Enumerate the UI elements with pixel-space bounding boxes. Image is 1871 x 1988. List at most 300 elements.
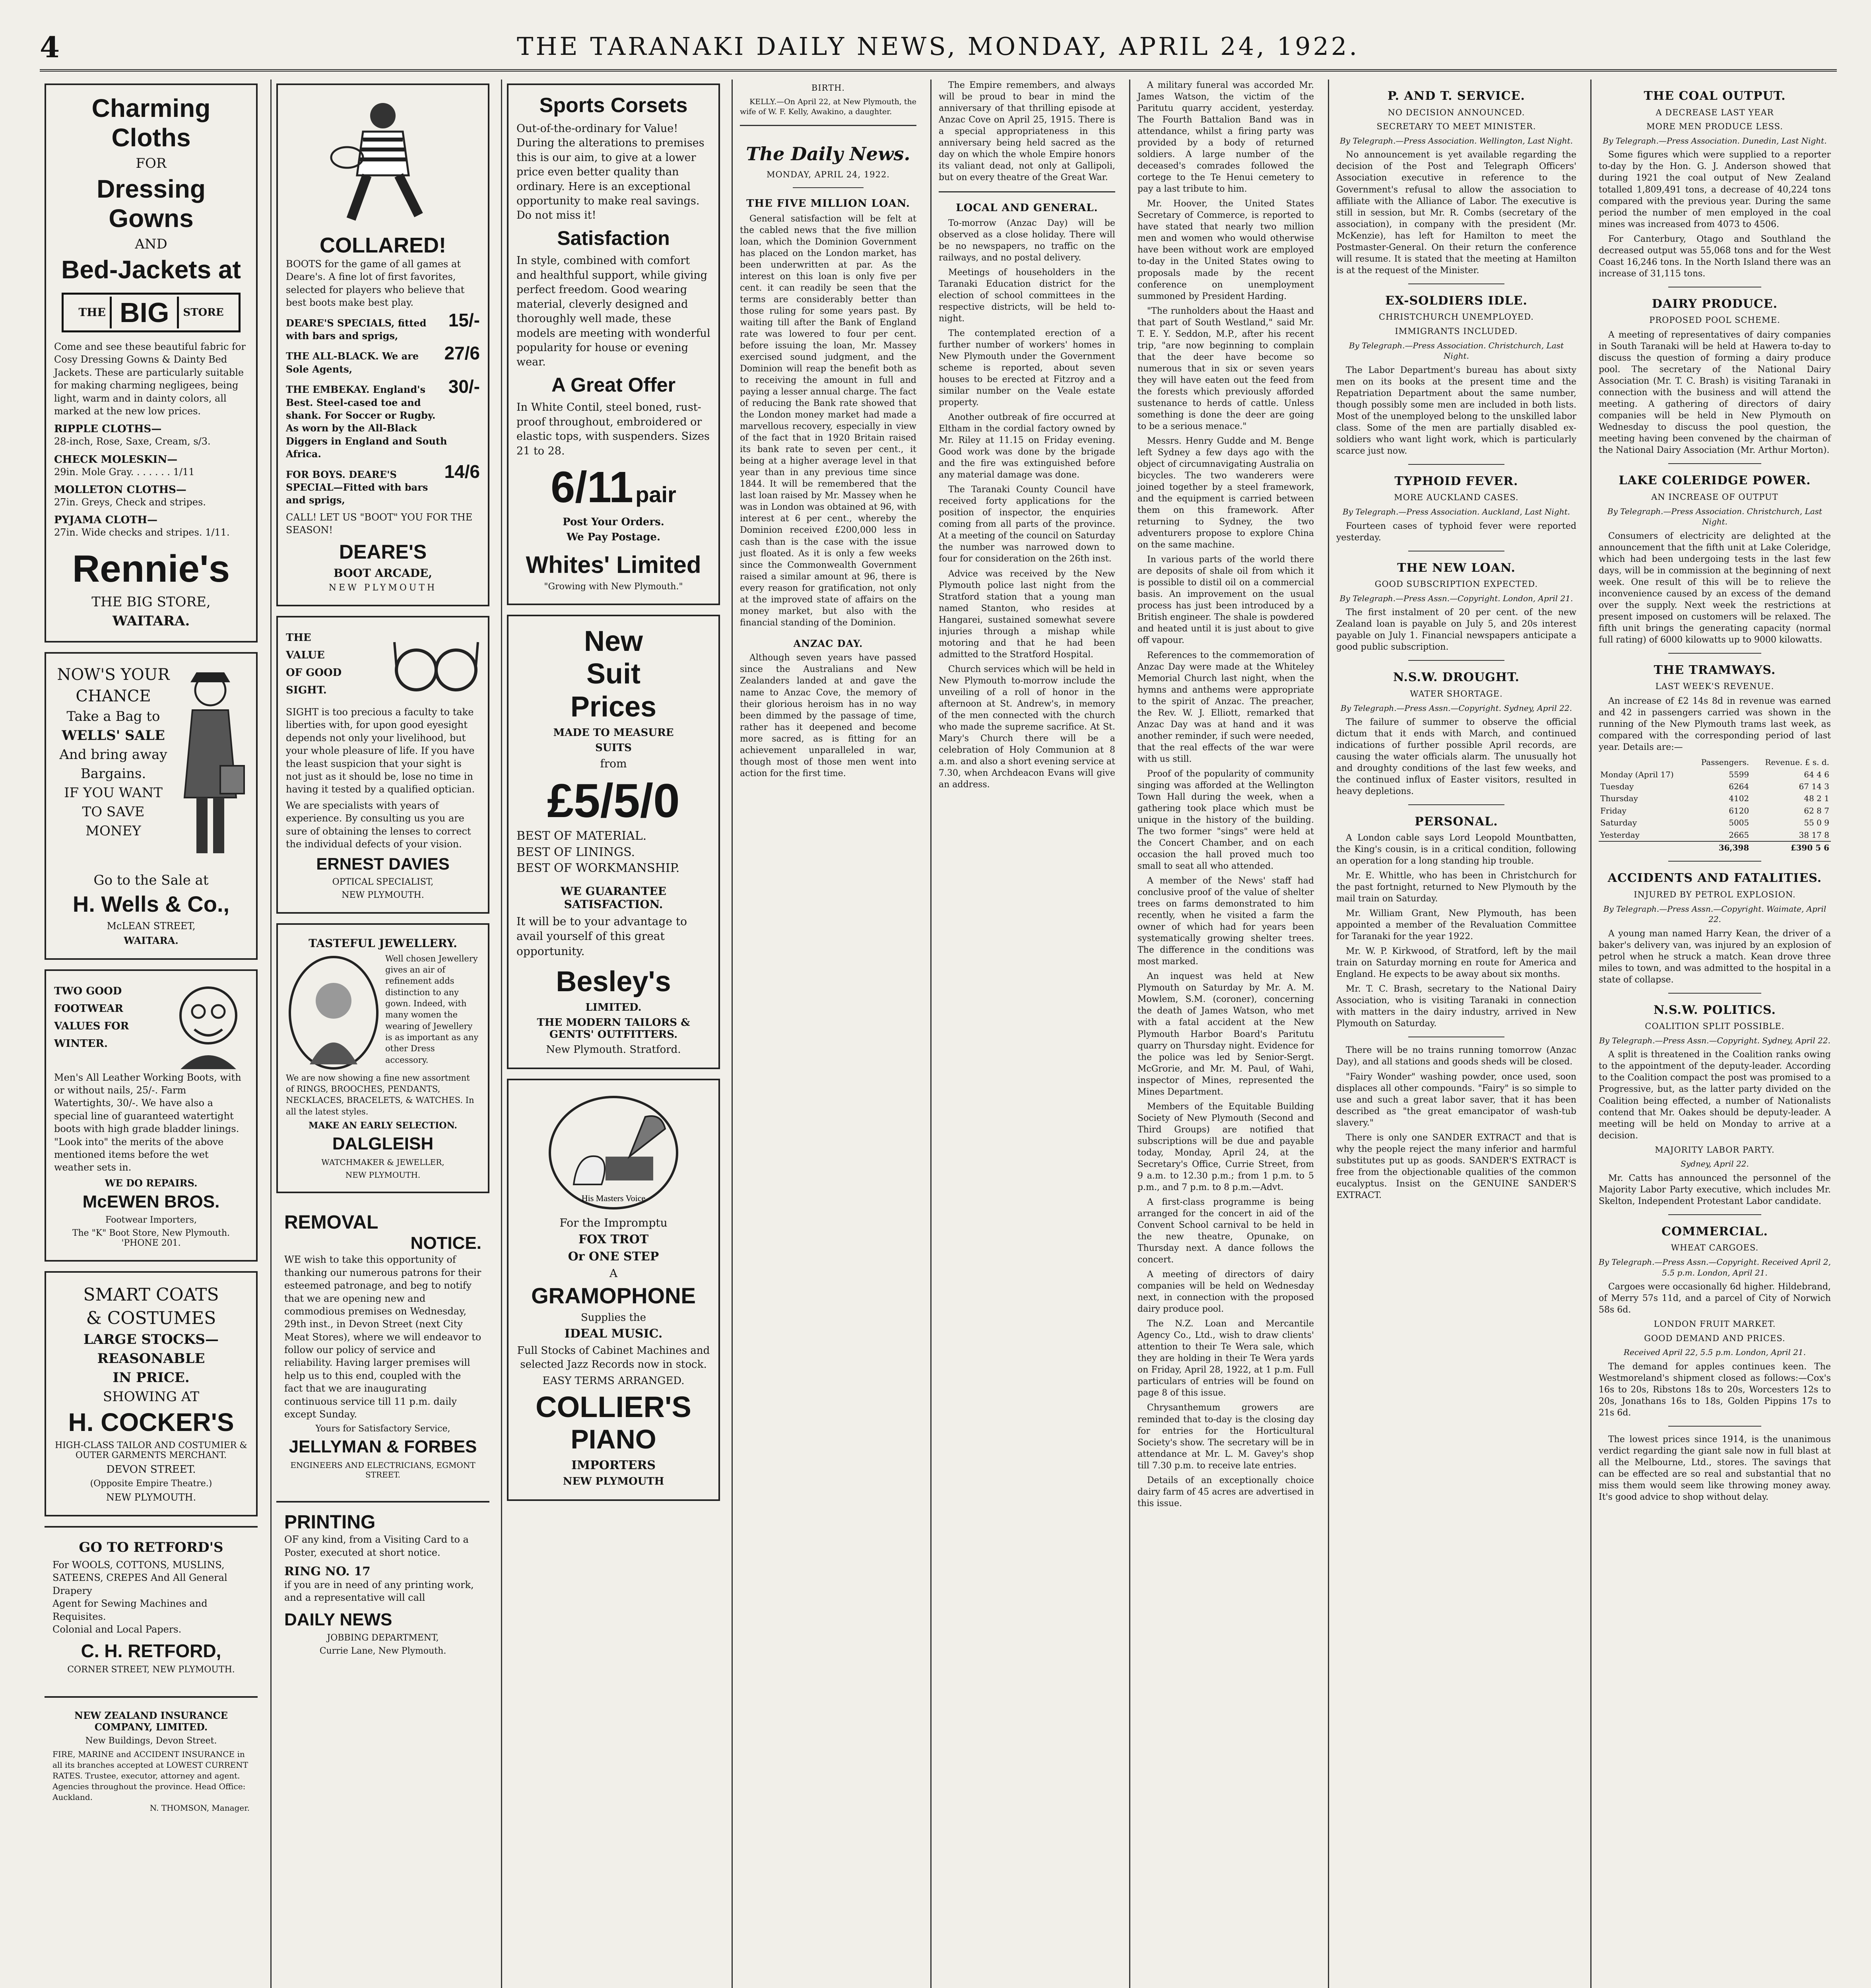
ad-heading: GRAMOPHONE [531,1283,696,1308]
article-paragraph: Mr. William Grant, New Plymouth, has been appointed a member of the Revaluation Committee for Taranaki for the year 1922. [1336,909,1576,942]
article-paragraph: Advice was received by the New Plymouth police last night from the Stratford station that a young man named Stanton, who resides at Hangarei, sustained somewhat severe injuries through a mishap while motoring and that he had been admitted to the Stratford Hospital. [939,569,1115,660]
table-cell: 6120 [1729,806,1749,815]
ad-text: (Opposite Empire Theatre.) [90,1478,212,1489]
ad-text: Or ONE STEP [568,1249,659,1264]
article-paragraph: The N.Z. Loan and Mercantile Agency Co., Ltd., wish to draw clients' attention to their Te Wera sale, which they are holding in their Te Wera yards on Friday, April 28, 1922, at 1 p.m. Full particulars of entries will be found on page 8 of this issue. [1137,1319,1314,1398]
ad-name: COLLIER'S [536,1390,691,1424]
ad-name: DALGLEISH [332,1134,434,1153]
article-paragraph: The contemplated erection of a further number of workers' homes in New Plymouth under the Government scheme is reported, about seven houses to be erected at Fitzroy and a similar number on the Veale estate property. [939,328,1115,408]
divider [1408,804,1504,805]
ad-text: New Plymouth. Stratford. [546,1043,681,1056]
article-paragraph: A split is threatened in the Coalition ranks owing to the appointment of the deputy-leader. According to the Coalition compact the post was promised to a Progressive, but, as the latter party divided on the Coalition being effected, a number of Nationalists contend that Mr. Oakes should be deputy-leader. A meeting will be held on Monday to arrive at a decision. [1599,1050,1831,1141]
price-value: 15/- [448,309,480,330]
article-paragraph: There is only one SANDER EXTRACT and that is why the people reject the many inferior and harmful substitutes put up as goods. SANDER'S EXTRACT is free from the objectionable qualities of the common eucalyptus. Insist on the GENUINE SANDER'S EXTRACT. [1336,1132,1576,1200]
ad-heading: Bed-Jackets at [61,255,241,284]
ad-text: & COSTUMES [86,1308,216,1329]
article-subhead: GOOD DEMAND AND PRICES. [1644,1333,1786,1343]
ad-text: AND [135,236,167,252]
article-headline: COMMERCIAL. [1661,1224,1768,1239]
article-paragraph: Mr. E. Whittle, who has been in Christchurch for the past fortnight, returned to New Plymouth by the mail train on Saturday. [1336,871,1576,904]
ad-text: CORNER STREET, NEW PLYMOUTH. [67,1665,235,1675]
ad-name: Whites' Limited [526,551,701,578]
divider [1668,653,1761,654]
ad-text: IN PRICE. [113,1370,190,1386]
cartoon-man-illustration [169,980,248,1071]
divider [1668,1426,1761,1427]
dateline: By Telegraph.—Press Assn.—Copyright. Sydney, April 22. [1599,1035,1830,1045]
price-row [286,342,480,376]
masthead [40,28,1837,72]
price-label: THE ALL-BLACK. We are Sole Agents, [286,350,419,375]
ad-text: New Buildings, Devon Street. [85,1736,217,1746]
article-subhead: COALITION SPLIT POSSIBLE. [1645,1021,1785,1031]
logo-text: STORE [183,306,224,318]
ad-text: IMPORTERS [571,1458,656,1472]
table-cell: 48 2 1 [1804,794,1829,804]
ad-body: FIRE, MARINE and ACCIDENT INSURANCE in all its branches accepted at LOWEST CURRENT RATES. Trustee, executor, attorney and agent. Agencies throughout the province. Head Office: Auckland. [52,1749,248,1802]
table-cell: 5005 [1729,818,1749,828]
article-paragraph: General satisfaction will be felt at the cabled news that the five million loan, which the Dominion Government has placed on the London market, has been underwritten at par. As the interest on this loan is only five per cent. it can readily be seen that the terms are considerably better than those ruling for some years past. By waiting till after the Bank of England rate was lowered to four per cent. before issuing the loan, Mr. Massey exercised sound judgment, and the Dominion will reap the benefit both as to receiving the amount in full and paying a lesser annual charge. The fact of reducing the Bank rate showed that the London money market had made a marvellous recovery, especially in view of the fact that in 1920 Britain raised its bank rate to seven per cent., it being at a higher average level in that year than in any previous time since 1844. It will be remembered that the last loan raised by Mr. Massey when he was in London was obtained at 96, with interest at 6 per cent., whereby the Dominion received £200,000 less in cash than is the case with the issue just floated. As it is only a few weeks since the Commonwealth Government raised a similar amount at 96, there is every reason for gratification, not only at the improved state of affairs on the money market, but also with the financial standing of the Dominion. [740,214,916,628]
footballer-illustration [323,98,443,229]
article-paragraph: A military funeral was accorded Mr. James Watson, the victim of the Paritutu quarry accident, yesterday. The Fourth Battalion Band was in attendance, whilst a firing party was provided by a body of returned soldiers. A large number of the deceased's comrades followed the cortege to the Te Henui cemetery to pay a last tribute to him. [1137,80,1314,194]
man-with-bag-illustration [173,666,248,865]
table-total-row [1599,841,1831,854]
ad-text: TO SAVE [82,804,145,820]
price-value: 14/6 [444,461,480,482]
article-paragraph: No announcement is yet available regarding the decision of the Post and Telegraph Officers' Association executive in reference to the Government's refusal to allow the association to affiliate with the Alliance of Labor. The executive is still in session, but Mr. R. Combs (secretary of the association), in company with the president (Mr. McKenzie), has left for Hamilton to meet the Postmaster-General. On their return the conference will resume. It is stated that the meeting at Hamilton is at the request of the Minister. [1336,150,1576,276]
besley-ad [507,615,720,1069]
ad-heading: Charming Cloths [91,94,211,152]
ad-text: RING NO. 17 [284,1565,371,1578]
ad-heading: COLLARED! [320,233,446,257]
birth-heading: BIRTH. [811,83,845,93]
divider [939,191,1115,192]
ad-body: Men's All Leather Working Boots, with or without nails, 25/-. Farm Watertights, 30/-. We have also a special line of guaranteed watertight boots with high grade bladder linings. "Look into" the merits of the above mentioned items before the wet weather sets in. [54,1072,241,1173]
table-cell: 6264 [1729,782,1749,792]
ad-text: JOBBING DEPARTMENT, [327,1633,439,1643]
article-subhead: WHEAT CARGOES. [1671,1243,1759,1253]
table-cell: 55 0 9 [1804,818,1829,828]
article-paragraph: Fourteen cases of typhoid fever were reported yesterday. [1336,521,1576,543]
wells-ad [45,652,258,959]
ad-text: VALUE [286,649,325,662]
article-paragraph: The failure of summer to observe the official dictum that it ends with March, and continued indications of further possible April records, are causing the water officials alarm. The unusually hot and droughty conditions of the last few weeks, and the continued influx of Easter visitors, resulted in heavy depletions. [1336,717,1576,797]
table-row [1599,817,1831,829]
article-paragraph: Mr. T. C. Brash, secretary to the National Dairy Association, who is visiting Taranaki in connection with matters in the dairy industry, arrived in New Plymouth on Saturday. [1336,984,1576,1029]
ad-text: NEW PLYMOUTH. [106,1491,196,1503]
telegraph-column [1329,88,1584,1201]
ad-text: For the Impromptu [559,1216,668,1229]
article-subhead: GOOD SUBSCRIPTION EXPECTED. [1374,579,1538,589]
ad-text: Go to the Sale at [93,872,209,889]
rennies-ad [45,83,258,643]
ad-heading: Satisfaction [557,227,670,249]
column-3 [501,80,725,1988]
article-paragraph: Another outbreak of fire occurred at Eltham in the cordial factory owned by Mr. Riley at 11.15 on Friday evening. Good work was done by the brigade and the fire was extinguished before any material damage was done. [939,412,1115,480]
price-value: £5/5/0 [547,774,680,827]
ad-name: DEARE'S [339,540,427,563]
ad-text: Take a Bag to [66,709,160,725]
ad-text: WE GUARANTEE SATISFACTION. [561,884,666,911]
article-paragraph: Meetings of householders in the Taranaki Education district for the election of school committees in the respective districts, will be held to-night. [939,267,1115,324]
article-paragraph: Mr. Catts has announced the personnel of the Majority Labor Party executive, which includes Mr. Skelton, Independent Protestant Labor candidate. [1599,1173,1831,1206]
ad-body: OF any kind, from a Visiting Card to a Poster, executed at short notice. [284,1534,469,1558]
table-cell: Thursday [1600,794,1638,804]
ad-body: WE wish to take this opportunity of thanking our numerous patrons for their esteemed patronage, and beg to notify that we are opening new and commodious premises on Wednesday, 29th inst., in Devon Street (next City Meat Stores), where we will endeavor to follow our policy of service and reliability. Having larger premises will help us to this end, coupled with the fact that we are inaugurating continuous service till 11 p.m. daily except Sunday. [284,1254,481,1420]
ad-text: BEST OF WORKMANSHIP. [516,861,680,875]
article-paragraph: References to the commemoration of Anzac Day were made at the Whiteley Memorial Church last night, when the hymns and anthems were appropriate to the spirit of Anzac. The preacher, the Rev. W. J. Elliott, remarked that Anzac Day was at hand and it was another reminder, if such were needed, that the real effects of the war were with us still. [1137,650,1314,764]
divider [1668,463,1761,464]
price-line [516,462,710,513]
ad-text: OF GOOD [286,667,342,679]
ad-text: SUITS [595,742,632,754]
column-8 [1590,80,1838,1988]
ad-name: H. COCKER'S [68,1408,234,1437]
table-row [1599,769,1831,780]
ad-heading: TASTEFUL JEWELLERY. [309,936,457,950]
big-store-logo [62,293,241,332]
ad-name: McEWEN BROS. [82,1192,220,1211]
article-paragraph: Some figures which were supplied to a reporter to-day by the Hon. G. J. Anderson showed that during 1921 the coal output of New Zealand totalled 1,809,491 tons, a decrease of 40,224 tons compared with the previous year. During the same period the number of men employed in the coal mines was increased from 4073 to 4506. [1599,150,1831,229]
ad-name: PIANO [571,1424,656,1455]
column-5 [930,80,1122,1988]
ad-text: WATCHMAKER & JEWELLER, [321,1157,444,1167]
article-headline: THE NEW LOAN. [1397,561,1516,575]
price-unit: pair [635,482,676,507]
ad-text: A [609,1266,618,1280]
ad-text: BEST OF MATERIAL. [516,829,647,843]
ad-body: if you are in need of any printing work, and a representative will call [284,1579,474,1604]
table-row [1599,792,1831,804]
dateline: By Telegraph.—Press Association. Wellington, Last Night. [1339,136,1573,146]
article-headline: PERSONAL. [1415,815,1498,829]
table-row [1599,829,1831,841]
article-subhead: MORE MEN PRODUCE LESS. [1646,122,1783,132]
ad-body: For WOOLS, COTTONS, MUSLINS, SATEENS, CREPES And All General Drapery [52,1559,227,1596]
ad-body: We are now showing a fine new assortment of RINGS, BROOCHES, PENDANTS, NECKLACES, BRACELETS, & WATCHES. In all the latest styles. [286,1073,474,1116]
table-cell [1599,841,1690,854]
price-row [286,309,480,343]
table-cell: 5599 [1729,769,1749,779]
article-paragraph: The lowest prices since 1914, is the unanimous verdict regarding the giant sale now in full blast at all the Melbourne, Ltd., stores. The savings that can be effected are so real and substantial that no miss them would seem like throwing money away. It's good advice to shop without delay. [1599,1435,1831,1503]
ad-text: from [600,757,627,770]
article-paragraph: The first instalment of 20 per cent. of the new Zealand loan is payable on July 5, and 20s interest payable on July 1. Financial newspapers anticipate a good public subscription. [1336,608,1576,652]
ad-text: THE [286,632,311,644]
article-headline: THE FIVE MILLION LOAN. [746,198,910,210]
article-headline: ACCIDENTS AND FATALITIES. [1607,871,1822,885]
price-value: 27/6 [444,343,480,364]
ad-text: Currie Lane, New Plymouth. [319,1646,446,1656]
ad-text: SHOWING AT [103,1389,200,1405]
editorial-date: MONDAY, APRIL 24, 1922. [767,169,890,179]
ad-text: NEW PLYMOUTH [328,583,437,593]
article-paragraph: A meeting of representatives of dairy companies in South Taranaki will be held at Hawera to-day to discuss the question of forming a dairy produce pool. The secretary of the National Dairy Association (Mr. T. C. Brash) is visiting Taranaki in connection with the business and will attend the meeting. A gathering of directors of dairy companies will be held in New Plymouth on Wednesday to discuss the pool question, the meeting having been convened by the chairman of the National Dairy Association (Mr. Arthur Morton). [1599,330,1831,456]
ad-text: TWO GOOD [54,985,122,997]
table-header-row [1599,756,1831,768]
article-headline: P. AND T. SERVICE. [1388,89,1525,103]
ad-name: H. Wells & Co., [72,891,230,917]
table-cell: Monday (April 17) [1600,769,1674,779]
table-header: Revenue. £ s. d. [1765,757,1829,767]
ad-text: VALUES FOR [54,1020,129,1032]
article-paragraph: An increase of £2 14s 8d in revenue was earned and 42 in passengers carried was shown in the running of the New Plymouth trams last week, as compared with the corresponding period of last year. Details are:— [1599,696,1831,753]
divider [1668,861,1761,862]
ad-text: DEVON STREET. [106,1463,196,1475]
article-paragraph: A first-class programme is being arranged for the concert in aid of the Convent School carnival to be held in the new theatre, Opunake, on Thursday next. A dance follows the concert. [1137,1197,1314,1265]
cocker-ad [45,1271,258,1516]
editorial-column [733,83,924,779]
divider [1408,464,1504,465]
table-cell: Tuesday [1600,782,1634,792]
ad-text: MONEY [85,823,141,839]
divider [740,125,916,126]
article-subhead: LAST WEEK'S REVENUE. [1655,681,1774,691]
ad-heading: A Great Offer [551,373,676,396]
ad-text: NEW ZEALAND INSURANCE COMPANY, LIMITED. [74,1710,228,1733]
logo-text: THE [78,306,106,319]
ad-text: WELLS' SALE [62,728,165,744]
dateline: Sydney, April 22. [1681,1159,1749,1169]
article-paragraph: A young man named Harry Kean, the driver of a baker's delivery van, was injured by an explosion of petrol when he struck a match. Kean drove three miles to town, and was admitted to the hospital in a state of collapse. [1599,928,1831,985]
article-paragraph: Although seven years have passed since the Australians and New Zealanders landed at and gave the name to Anzac Cove, the memory of their glorious heroism has in no way been dimmed by the passage of time, rather has it deepened and become more sacred, as is fitting for an achievement unparalleled in war, though most of those men went into action for the first time. [740,653,916,779]
ad-text: WINTER. [54,1037,108,1050]
logo-caption: His Masters Voice [581,1193,646,1203]
article-subhead: IMMIGRANTS INCLUDED. [1395,326,1518,336]
table-cell: Friday [1600,806,1626,815]
ad-text: FOR [136,155,167,172]
ad-name: Rennie's [72,547,230,590]
birth-notice: KELLY.—On April 22, at New Plymouth, the wife of W. F. Kelly, Awakino, a daughter. [740,97,917,116]
ad-body: Well chosen Jewellery gives an air of refinement adds distinction to any gown. Indeed, with many women the wearing of Jewellery is as important as any other Dress accessory. [385,953,479,1065]
ad-text: WE DO REPAIRS. [105,1177,198,1189]
price-row [286,461,480,507]
ad-body: Out-of-the-ordinary for Value! During the alterations to premises this is our aim, to give at a lower price even better quality than ordinary. Here is an exceptional opportunity to make real savings. Do not miss it! [516,122,705,222]
price-label: FOR BOYS. DEARE'S SPECIAL—Fitted with bars and sprigs, [286,468,428,506]
article-paragraph: The Taranaki County Council have received forty applications for the position of inspector, the enquiries coming from all parts of the province. At a meeting of the council on Saturday the number was narrowed down to four for consideration on the 26th inst. [939,485,1115,564]
article-subhead: SECRETARY TO MEET MINISTER. [1376,122,1536,132]
ad-heading: Dressing Gowns [97,175,206,233]
article-paragraph: Church services which will be held in New Plymouth to-morrow include the unveiling of a roll of honor in the afternoon at St. Andrew's, in memory of the men connected with the church who made the supreme sacrifice. At St. Mary's Church there will be a celebration of Holy Communion at 8 a.m. and also a short evening service at 7.30, when Archdeacon Evans will give an address. [939,664,1115,790]
ad-text: THE BIG STORE, [91,594,211,610]
ad-name: JELLYMAN & FORBES [289,1437,477,1457]
ad-text: NEW PLYMOUTH. [342,890,424,900]
ad-text: SIGHT. [286,684,327,697]
masthead-title: THE TARANAKI DAILY NEWS, MONDAY, APRIL 24, 1922. [517,32,1360,61]
table-cell: 4102 [1729,794,1749,804]
article-subhead: MORE AUCKLAND CASES. [1394,493,1519,503]
article-subhead: LONDON FRUIT MARKET. [1654,1319,1776,1329]
ad-text: CHANCE [76,687,151,706]
ad-text: FOX TROT [578,1232,649,1246]
telegraph-column [1592,88,1838,1503]
article-paragraph: Details of an exceptionally choice dairy farm of 45 acres are advertised in this issue. [1137,1475,1314,1508]
column-7 [1328,80,1584,1988]
ad-body: SIGHT is too precious a faculty to take liberties with, for upon good eyesight depends not only your livelihood, but your whole pleasure of life. If you have the least suspicion that your sight is not just as it should be, lose no time in having it tested by a qualified optician. [286,707,475,795]
article-paragraph: In various parts of the world there are deposits of shale oil from which it is possible to distil oil on a commercial basis. An improvement on the usual process has just been introduced by a British engineer. The shale is powdered and heated until it is just about to give off vapour. [1137,555,1314,646]
table-cell: 38 17 8 [1799,830,1829,840]
column-4 [732,80,924,1988]
column-6 [1129,80,1321,1988]
article-paragraph: A London cable says Lord Leopold Mountbatten, the King's cousin, is in a critical condition, following an operation for a long standing hip trouble. [1336,833,1576,866]
table-cell: 67 14 3 [1799,782,1829,792]
ad-text: IF YOU WANT [64,785,163,801]
davies-ad [276,616,489,914]
article-headline: EX-SOLDIERS IDLE. [1385,293,1527,308]
ad-text: We Pay Postage. [567,531,660,543]
article-headline: N.S.W. DROUGHT. [1393,670,1520,685]
ad-text: Bargains. [80,766,146,782]
table-cell: Yesterday [1600,830,1640,840]
ad-text: NEW PLYMOUTH [563,1475,664,1487]
ad-item: CHECK MOLESKIN— [54,453,178,466]
ad-text: WAITARA. [124,934,179,946]
article-paragraph: For Canterbury, Otago and Southland the decreased output was 55,068 tons and for the West Coast 16,246 tons. In the North Island there was an increase of 31,115 tons. [1599,234,1831,279]
ad-text: "Growing with New Plymouth." [544,581,683,592]
article-subhead: CHRISTCHURCH UNEMPLOYED. [1379,312,1534,322]
his-masters-voice-logo [546,1093,681,1212]
ad-text: REASONABLE [97,1351,205,1367]
ad-text: MADE TO MEASURE [553,727,674,739]
dateline: By Telegraph.—Press Association. Christchurch, Last Night. [1607,506,1822,527]
ad-body: BOOTS for the game of all games at Deare's. A fine lot of first favorites, selected for players who believe that best boots make best play. [286,258,465,309]
article-subhead: WATER SHORTAGE. [1410,689,1503,699]
news-column [932,80,1122,790]
article-paragraph: Messrs. Henry Gudde and M. Benge left Sydney a few days ago with the object of circumnavigating Australia on bicycles. The two wanderers were joined together by a steel framework, and the equipment is carried between them on this framework. After returning to Sydney, the two adventurers propose to explore China on the same machine. [1137,436,1314,550]
ad-text: GO TO RETFORD'S [79,1539,223,1555]
divider [1408,660,1504,661]
mcewen-ad [45,969,258,1262]
ad-body: In style, combined with comfort and healthful support, while giving perfect freedom. Good wearing material, cleverly designed and thoroughly well made, these models are meeting with wonderful popularity for house or evening wear. [516,254,710,369]
article-headline: ANZAC DAY. [793,637,863,649]
ad-heading: Sports Corsets [539,94,688,117]
article-paragraph: There will be no trains running tomorrow (Anzac Day), and all stations and goods sheds will be closed. [1336,1045,1576,1067]
price-label: THE EMBEKAY. England's Best. Steel-cased toe and shank. For Soccer or Rugby. As worn by the All-Black Diggers in England and South Africa. [286,384,447,460]
ad-item: PYJAMA CLOTH— [54,514,158,526]
ad-text: OPTICAL SPECIALIST, [332,877,434,887]
article-paragraph: Members of the Equitable Building Society of New Plymouth (Second and Third Groups) are notified that subscriptions will be due and payable today, Monday, April 24, at the Secretary's Office, Currie Street, from 9 a.m. to 12.30 p.m.; from 1 p.m. to 5 p.m., and 7 p.m. to 8 p.m.—Advt. [1137,1101,1314,1192]
ad-text: NOW'S YOUR [57,666,170,684]
ad-text: ENGINEERS AND ELECTRICIANS, EGMONT STREET. [290,1460,476,1480]
news-column [1130,80,1321,1509]
whites-ad [507,83,720,605]
dateline: Received April 22, 5.5 p.m. London, April 21. [1623,1347,1806,1357]
table-row [1599,805,1831,817]
dalgleish-ad [276,923,489,1193]
dateline: By Telegraph.—Press Assn.—Copyright. Sydney, April 22. [1341,703,1572,713]
table-header [1599,756,1690,768]
table-cell: 36,398 [1690,841,1751,854]
article-subhead: INJURED BY PETROL EXPLOSION. [1634,890,1796,900]
ad-name: C. H. RETFORD, [81,1640,221,1662]
divider [1668,1214,1761,1215]
article-headline: N.S.W. POLITICS. [1654,1003,1776,1017]
table-cell: 62 8 7 [1804,806,1829,815]
ad-body: Agent for Sewing Machines and Requisites. [52,1598,208,1622]
ad-heading: REMOVAL [284,1211,378,1233]
insurance-ad [45,1696,258,1822]
ad-body: Colonial and Local Papers. [52,1623,182,1635]
ad-heading: New [584,625,643,657]
ad-text: LIMITED. [585,1001,642,1013]
ad-body: In White Contil, steel boned, rust-proof throughout, embroidered or elastic tops, with suspenders. Sizes 21 to 28. [516,401,710,457]
table-header: Passengers. [1701,757,1749,767]
article-paragraph: Mr. W. P. Kirkwood, of Stratford, left by the mail train on Saturday morning en route for America and England. He expects to be away about six months. [1336,946,1576,980]
article-subhead: PROPOSED POOL SCHEME. [1649,315,1780,325]
dateline: By Telegraph.—Press Association. Christchurch, Last Night. [1349,340,1564,361]
article-paragraph: The Labor Department's bureau has about sixty men on its books at the present time and the Repatriation Department about the same number, though possibly some men are included in both lists. Most of the unemployed belong to the unskilled labor class. Some of the men are partially disabled ex-soldiers who want light work, which is particularly scarce just now. [1336,365,1576,456]
article-paragraph: The demand for apples continues keen. The Westmoreland's shipment closed as follows:—Cox's 16s to 20s, Ribstons 18s to 20s, Worcesters 12s to 20s, Jonathans 16s to 18s, Golden Pippins 17s to 21s 6d. [1599,1361,1831,1418]
article-paragraph: "The runholders about the Haast and that part of South Westland," said Mr. T. E. Y. Seddon, M.P., after his recent trip, "are now beginning to complain that the deer have become so numerous that in six or seven years they will have eaten out the feed from the forests which previously afforded sustenance to herds of cattle. Unless something is done the deer are going to be a serious menace." [1137,306,1314,431]
spectacles-illustration [392,626,480,706]
table-cell: 64 4 6 [1804,769,1829,779]
ad-text: BOOT ARCADE, [334,567,432,580]
article-paragraph: "Fairy Wonder" washing powder, once used, soon displaces all other compounds. "Fairy" is so simple to use and such a great labor saver, that it has been described as "the great emancipator of wash-tub slavery." [1336,1072,1576,1128]
dateline: By Telegraph.—Press Assn.—Copyright. London, April 21. [1339,593,1573,603]
article-paragraph: Cargoes were occasionally 6d higher. Hildebrand, of Merry 57s 11d, and a parcel of City of Norwich 58s 6d. [1599,1281,1831,1315]
ad-text: SMART COATS [83,1285,219,1305]
retford-ad [45,1526,258,1687]
ad-text: BEST OF LININGS. [516,845,635,859]
ad-heading: NOTICE. [410,1233,481,1253]
divider [793,187,864,188]
ad-text: HIGH-CLASS TAILOR AND COSTUMIER & OUTER GARMENTS MERCHANT. [55,1440,247,1460]
dateline: By Telegraph.—Press Assn.—Copyright. Received April 2, 5.5 p.m. London, April 21. [1599,1257,1831,1277]
article-subhead: A DECREASE LAST YEAR [1656,107,1774,117]
price-value: 30/- [448,376,480,397]
article-headline: DAIRY PRODUCE. [1652,297,1778,311]
ad-name: ERNEST DAVIES [316,854,450,874]
article-paragraph: The Empire remembers, and always will be proud to bear in mind the anniversary of that thrilling episode at Anzac Cove on April 25, 1915. There is a special appropriateness in this anniversary being held sacred as the day on which the whole Empire honors its valiant dead, not only at Gallipoli, but on every theatre of the Great War. [939,80,1115,183]
ad-text: McLEAN STREET, [107,920,196,932]
article-paragraph: Mr. Hoover, the United States Secretary of Commerce, is reported to have stated that nearly two million men and women who would otherwise have been without work are employed to-day in the United States owing to proposals made by the recent conference on unemployment summoned by President Harding. [1137,199,1314,301]
deares-ad [276,83,489,606]
dateline: By Telegraph.—Press Assn.—Copyright. Waimate, April 22. [1603,904,1826,924]
article-paragraph: To-morrow (Anzac Day) will be observed as a close holiday. There will be no newspapers, no traffic on the railways, and no postal delivery. [939,218,1115,263]
dateline: By Telegraph.—Press Association. Auckland, Last Night. [1342,507,1570,517]
ad-text: MAKE AN EARLY SELECTION. [309,1120,457,1131]
editorial-masthead: The Daily News. [746,143,910,165]
column-1 [40,80,262,1988]
article-paragraph: A member of the News' staff had conclusive proof of the value of shelter trees on farms demonstrated to him recently, when he visited a farm the owner of which had for years been systematically growing shelter trees. The difference in the conditions was most marked. [1137,876,1314,967]
article-paragraph: An inquest was held at New Plymouth on Saturday by Mr. A. M. Mowlem, S.M. (coroner), concerning the death of James Watson, who met with a fatal accident at the New Plymouth Harbor Board's Paritutu quarry on Thursday night. Evidence for the police was led by Senior-Sergt. McGrorie, and Mr. M. Paul, of Wahi, inspector of Mines, represented the Mines Department. [1137,971,1314,1097]
article-headline: LOCAL AND GENERAL. [956,202,1098,214]
ad-text: Footwear Importers, [105,1215,197,1225]
ad-text: IDEAL MUSIC. [564,1327,663,1341]
article-headline: LAKE COLERIDGE POWER. [1619,474,1811,488]
article-headline: THE TRAMWAYS. [1654,663,1776,677]
ad-text: Yours for Satisfactory Service, [315,1424,450,1434]
ad-heading: Suit [586,658,640,690]
article-paragraph: Proof of the popularity of community singing was afforded at the Wellington Town Hall during the week, when a gathering took place which must be unique in the history of the building. The two former "sings" were held at the Concert Chamber, and on each occasion the hall proved much too small to seat all who attended. [1137,769,1314,872]
article-headline: TYPHOID FEVER. [1394,474,1518,488]
removal-notice [276,1203,489,1491]
table-cell: 2665 [1729,830,1749,840]
article-subhead: AN INCREASE OF OUTPUT [1651,492,1778,502]
ad-text: Supplies the [580,1312,646,1324]
page-number: 4 [40,30,60,64]
ad-name: DAILY NEWS [284,1609,392,1629]
price-value: 6/11 [551,463,634,512]
table-cell: £390 5 6 [1751,841,1831,854]
price-row [286,376,480,460]
ad-text: Post Your Orders. [563,516,664,528]
ad-item: MOLLETON CLOTHS— [54,484,186,496]
ad-item-desc: 28-inch, Rose, Saxe, Cream, s/3. [54,436,211,447]
article-subhead: MAJORITY LABOR PARTY. [1655,1145,1775,1155]
tramways-revenue-table [1599,756,1831,854]
ad-text: And bring away [59,747,167,763]
table-cell: Saturday [1600,818,1637,828]
